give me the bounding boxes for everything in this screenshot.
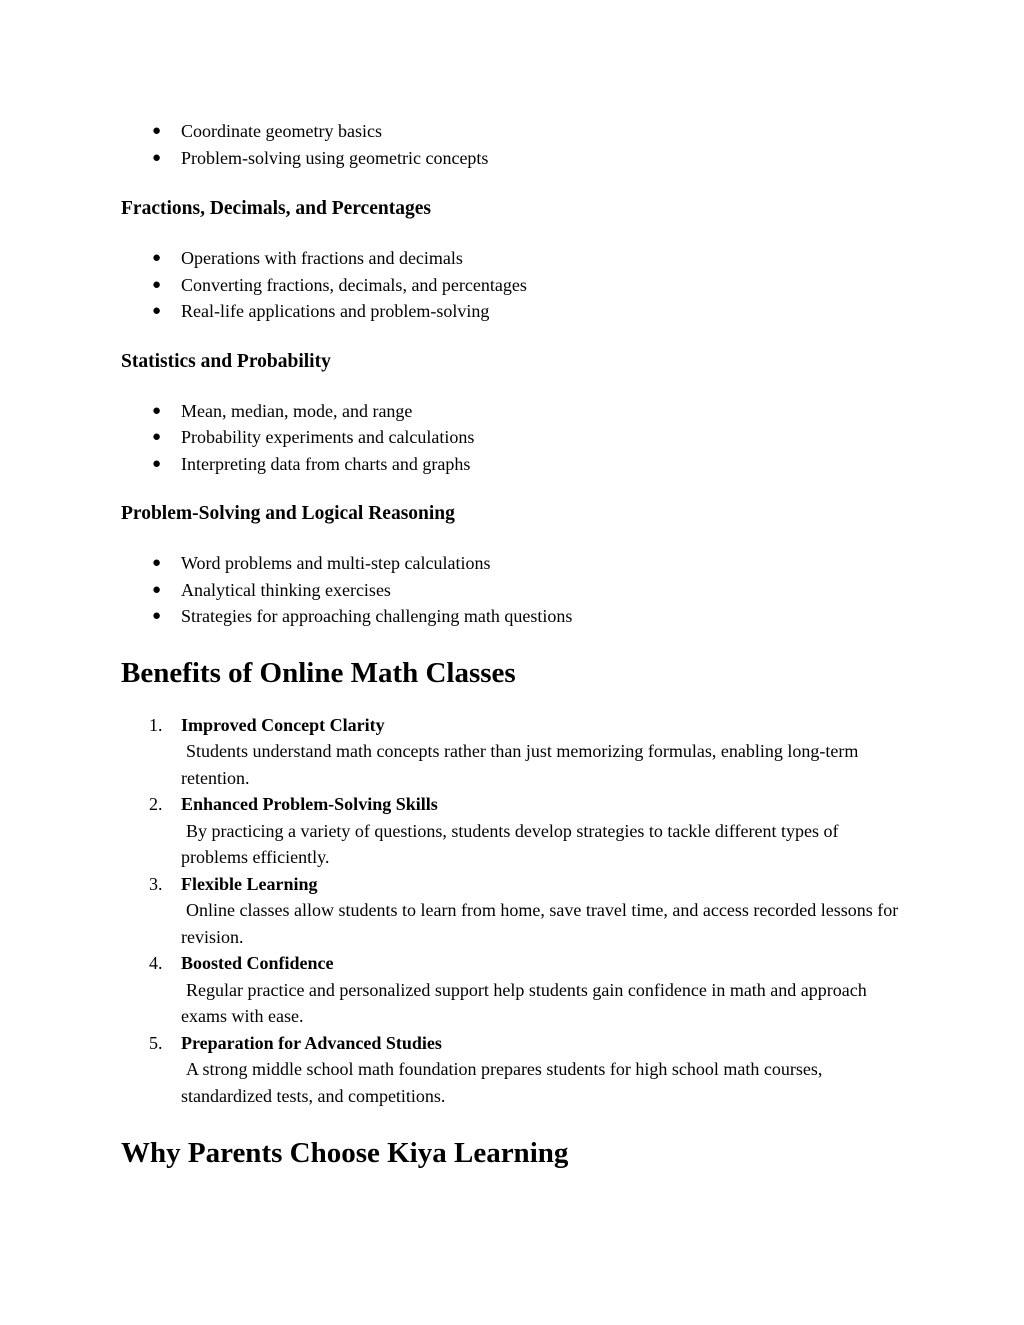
bullet-icon: ● [152,149,162,166]
benefit-title: Flexible Learning [181,873,318,894]
benefit-title: Enhanced Problem-Solving Skills [181,794,438,814]
intro-bullet-list [121,118,911,171]
why-parents-heading: Why Parents Choose Kiya Learning [121,1137,569,1169]
benefits-list [121,712,911,1110]
benefit-title: Improved Concept Clarity [181,714,385,735]
benefit-title: Boosted Confidence [181,953,334,973]
topic-list-statistics [121,398,911,478]
list-item: ● Problem-solving using geometric concepts [121,145,911,172]
benefit-description: A strong middle school math foundation prepares students for high school math courses, standardized tests, and competitions. [181,1059,823,1106]
list-item [121,712,911,792]
list-item [121,1030,911,1110]
topic-list-problem-solving [121,550,911,630]
list-number: 4. [149,953,163,973]
list-item: ● Converting fractions, decimals, and percentages [121,272,911,299]
bullet-icon: ● [152,250,162,266]
list-item: ● Operations with fractions and decimals [121,245,911,272]
bullet-icon: ● [152,608,162,624]
topic-heading-problem-solving: Problem-Solving and Logical Reasoning [121,503,455,524]
topic-heading-statistics: Statistics and Probability [121,350,331,372]
benefits-heading: Benefits of Online Math Classes [121,656,516,689]
list-item: ● Real-life applications and problem-solving [121,298,911,325]
list-item: ● Probability experiments and calculations [121,424,911,451]
list-number: 3. [149,873,163,894]
list-item: ● Analytical thinking exercises [121,577,911,604]
list-number: 1. [149,714,163,735]
benefit-description: Online classes allow students to learn from home, save travel time, and access recorded lessons for revision. [181,900,899,947]
list-item: ● Word problems and multi-step calculations [121,550,911,577]
list-item: ● Strategies for approaching challenging math questions [121,603,911,630]
list-item: ● Interpreting data from charts and graphs [121,451,911,478]
bullet-icon: ● [152,455,162,472]
list-item [121,871,911,951]
topic-heading-fractions: Fractions, Decimals, and Percentages [121,198,431,219]
list-number: 5. [149,1032,163,1053]
document-body [121,118,911,1171]
bullet-icon: ● [152,402,162,419]
bullet-icon: ● [152,581,162,598]
list-item [121,791,911,871]
bullet-icon: ● [152,429,162,445]
bullet-icon: ● [152,555,162,571]
list-item: ● Mean, median, mode, and range [121,398,911,425]
bullet-icon: ● [152,123,162,139]
benefit-title: Preparation for Advanced Studies [181,1032,442,1053]
benefit-description: Regular practice and personalized support help students gain confidence in math and approach exams with ease. [181,979,867,1026]
bullet-icon: ● [152,276,162,293]
bullet-icon: ● [152,303,162,319]
topic-list-fractions [121,245,911,325]
list-number: 2. [149,794,163,814]
benefit-description: By practicing a variety of questions, students develop strategies to tackle different types of problems efficiently. [181,820,839,867]
list-item [121,950,911,1030]
list-item: ● Coordinate geometry basics [121,118,911,145]
benefit-description: Students understand math concepts rather than just memorizing formulas, enabling long-term retention. [181,741,859,788]
